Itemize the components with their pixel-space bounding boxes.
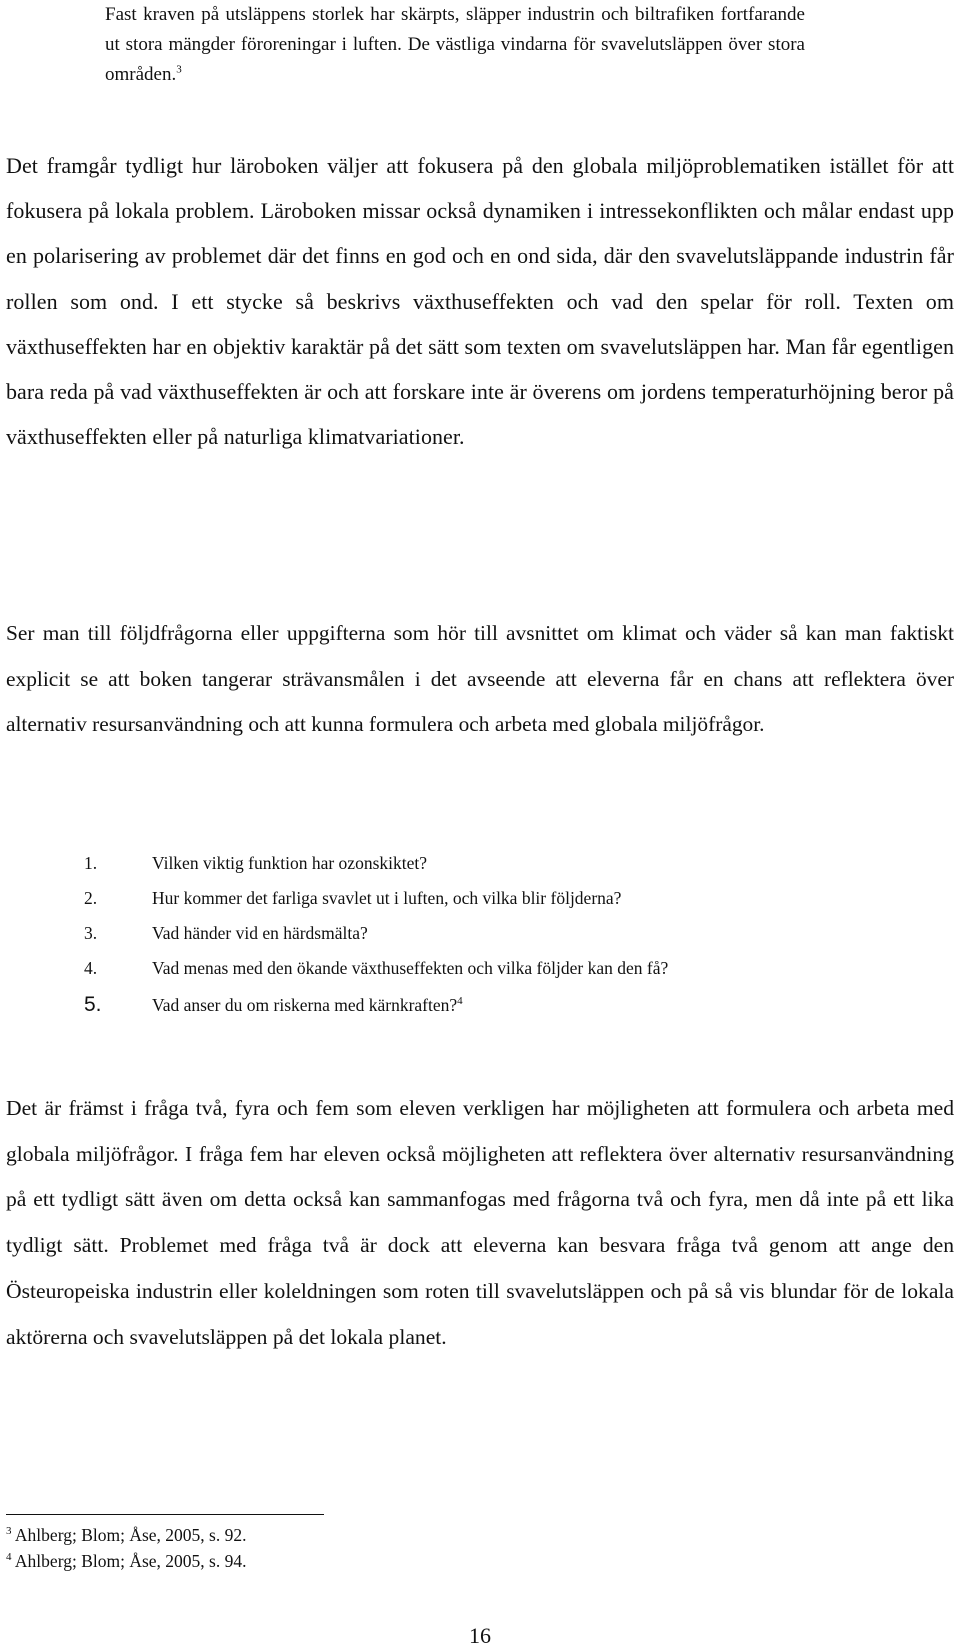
paragraph-follow-up-questions: Ser man till följdfrågorna eller uppgifterna som hör till avsnittet om klimat och väder så kan man faktiskt explicit se att boken tangerar strävansmålen i det avseende att eleverna får en chans att reflektera över alternativ resursanvändning och att kunna formulera och arbeta med globala miljöfrågor. [6,621,954,736]
question-text: Hur kommer det farliga svavlet ut i luften, och vilka blir följderna? [152,888,622,908]
footnote-4 [6,1548,246,1574]
list-item [84,993,668,1028]
list-item [84,958,668,993]
paragraph-global-focus: Det framgår tydligt hur läroboken väljer att fokusera på den globala miljöproblematiken istället för att fokusera på lokala problem. Läroboken missar också dynamiken i intressekonflikten och målar endast upp en polarisering av problemet där det finns en god och en ond sida, där den svavelutsläppande industrin får rollen som ond. I ett stycke så beskrivs växthuseffekten och vad den spelar för roll. Texten om växthuseffekten har en objektiv karaktär på det sätt som texten om svavelutsläppen har. Man får egentligen bara reda på vad växthuseffekten är och att forskare inte är överens om jordens temperaturhöjning beror på växthuseffekten eller på naturliga klimatvariationer. [6,153,954,450]
question-number: 2. [84,888,98,908]
footnote-3 [6,1522,246,1548]
list-item [84,923,668,958]
list-item [84,853,668,888]
footnote-ref-3: 3 [176,63,182,76]
footnote-mark: 4 [6,1551,12,1564]
question-text: Vilken viktig funktion har ozonskiktet? [152,853,428,873]
question-list [84,853,668,1028]
question-text-body: Vad anser du om riskerna med kärnkraften? [152,995,458,1015]
footnote-text: Ahlberg; Blom; Åse, 2005, s. 92. [14,1525,247,1545]
question-number: 1. [84,853,98,873]
paragraph-question-analysis: Det är främst i fråga två, fyra och fem som eleven verkligen har möjligheten att formulera och arbeta med globala miljöfrågor. I fråga fem har eleven också möjligheten att reflektera över alternativ resursanvändning på ett tydligt sätt även om detta också kan sammanfogas med frågorna två och fyra, men då inte på ett lika tydligt sätt. Problemet med fråga två är dock att eleverna kan besvara fråga två genom att ange den Östeuropeiska industrin eller koleldningen som roten till svavelutsläppen och på så vis blundar för de lokala aktörerna och svavelutsläppen på det lokala planet. [6,1096,954,1349]
footnotes [6,1522,246,1574]
list-item [84,888,668,923]
question-number: 5. [84,993,102,1016]
question-text [152,995,463,1016]
quote-text: Fast kraven på utsläppens storlek har skärpts, släpper industrin och biltrafiken fortfarande ut stora mängder föroreningar i luften. De västliga vindarna för svavelutsläppen över stora områden. [105,4,805,85]
footnote-mark: 3 [6,1525,12,1538]
footnote-separator [6,1514,324,1515]
question-number: 4. [84,958,98,978]
footnote-text: Ahlberg; Blom; Åse, 2005, s. 94. [14,1551,247,1571]
question-text: Vad händer vid en härdsmälta? [152,923,368,943]
question-text: Vad menas med den ökande växthuseffekten och vilka följder kan den få? [152,958,669,978]
footnote-ref-4: 4 [457,995,463,1008]
block-quote [105,0,805,90]
page-number: 16 [469,1623,491,1648]
question-number: 3. [84,923,98,943]
